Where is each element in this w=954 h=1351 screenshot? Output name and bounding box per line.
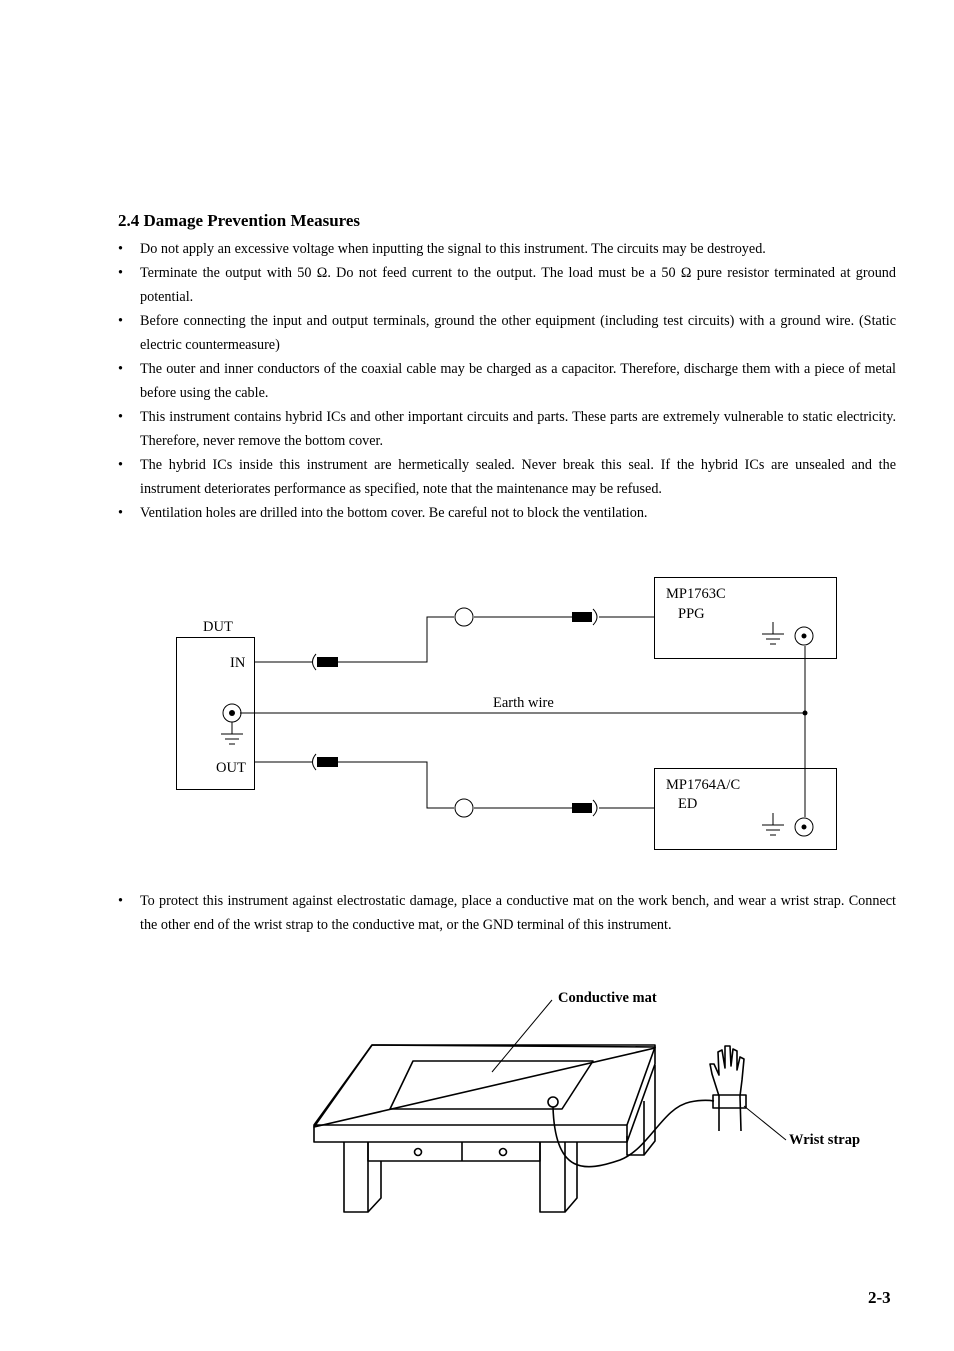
ppg-model-label: MP1763C — [666, 586, 726, 602]
strap-leader-line — [744, 1106, 786, 1140]
page-number: 2-3 — [868, 1288, 891, 1307]
bullet-icon: • — [118, 241, 123, 257]
plug-body-icon — [317, 757, 338, 767]
dut-terminal-dot-icon — [229, 710, 235, 716]
measure-text: Terminate the output with 50 Ω. Do not feed current to the output. The load must be a 50 Ω pure resistor terminated at ground potential. — [140, 265, 896, 305]
wiring-diagram — [0, 560, 954, 860]
table-leg — [627, 1101, 644, 1155]
list-item — [118, 261, 896, 309]
wrist-strap-label: Wrist strap — [789, 1132, 861, 1148]
earth-wire-label: Earth wire — [493, 695, 554, 711]
damage-measures-list — [118, 237, 896, 525]
ppg-terminal-dot-icon — [802, 634, 807, 639]
drawer-knob-icon — [415, 1149, 422, 1156]
measure-text: Ventilation holes are drilled into the bottom cover. Be careful not to block the ventilation. — [140, 505, 648, 521]
ed-terminal-dot-icon — [802, 825, 807, 830]
plug-body-icon — [317, 657, 338, 667]
section-title: 2.4 Damage Prevention Measures — [118, 211, 361, 230]
ppg-ground-icon — [762, 622, 784, 644]
plug-hood-icon — [593, 609, 597, 625]
list-item — [118, 501, 896, 525]
plug-hood-icon — [313, 754, 317, 770]
bullet-icon: • — [118, 313, 123, 329]
bullet-icon: • — [118, 505, 123, 521]
coax-adapter-icon — [455, 608, 473, 626]
plug-body-icon — [572, 803, 592, 813]
out-label: OUT — [216, 760, 246, 776]
ed-ground-icon — [762, 813, 784, 835]
bullet-icon: • — [118, 893, 123, 909]
in-label: IN — [230, 655, 246, 671]
coax-adapter-icon — [455, 799, 473, 817]
ed-model-label: MP1764A/C — [666, 777, 741, 793]
list-item — [118, 237, 896, 261]
list-item — [118, 889, 896, 937]
plug-body-icon — [572, 612, 592, 622]
table-top — [314, 1045, 655, 1127]
hand-icon — [710, 1046, 744, 1131]
plug-hood-icon — [593, 800, 597, 816]
earth-junction-icon — [803, 711, 808, 716]
ppg-name-label: PPG — [678, 606, 705, 622]
drawer-knob-icon — [500, 1149, 507, 1156]
dut-ground-icon — [221, 722, 243, 744]
measure-text: Before connecting the input and output terminals, ground the other equipment (including test circuits) with a ground wire. (Static electric countermeasure) — [140, 313, 896, 353]
dut-label: DUT — [203, 619, 233, 635]
bullet-icon: • — [118, 361, 123, 377]
ed-name-label: ED — [678, 796, 698, 812]
table-leg — [540, 1142, 565, 1212]
mat-terminal-icon — [548, 1097, 558, 1107]
measure-text: This instrument contains hybrid ICs and other important circuits and parts. These parts are extremely vulnerable to static electricity. Therefore, never remove the bottom cover. — [140, 409, 896, 449]
list-item — [118, 309, 896, 357]
plug-hood-icon — [313, 654, 317, 670]
list-item — [118, 405, 896, 453]
bullet-icon: • — [118, 409, 123, 425]
list-item — [118, 357, 896, 405]
measure-text: The hybrid ICs inside this instrument are hermetically sealed. Never break this seal. If the hybrid ICs are unsealed and the instrument deteriorates performance as specified, note that the maintenance may be refused. — [140, 457, 896, 497]
esd-note-text: To protect this instrument against electrostatic damage, place a conductive mat on the work bench, and wear a wrist strap. Connect the other end of the wrist strap to the conductive mat, or the GND terminal of this instrument. — [140, 893, 896, 933]
bullet-icon: • — [118, 457, 123, 473]
measure-text: Do not apply an excessive voltage when inputting the signal to this instrument. The circuits may be destroyed. — [140, 241, 766, 257]
bullet-icon: • — [118, 265, 123, 281]
measure-text: The outer and inner conductors of the coaxial cable may be charged as a capacitor. Therefore, discharge them with a piece of metal before using the cable. — [140, 361, 896, 401]
workbench-illustration — [0, 980, 954, 1240]
conductive-mat-label: Conductive mat — [558, 990, 657, 1006]
list-item — [118, 453, 896, 501]
esd-note-list — [118, 889, 896, 937]
table-leg — [344, 1142, 368, 1212]
